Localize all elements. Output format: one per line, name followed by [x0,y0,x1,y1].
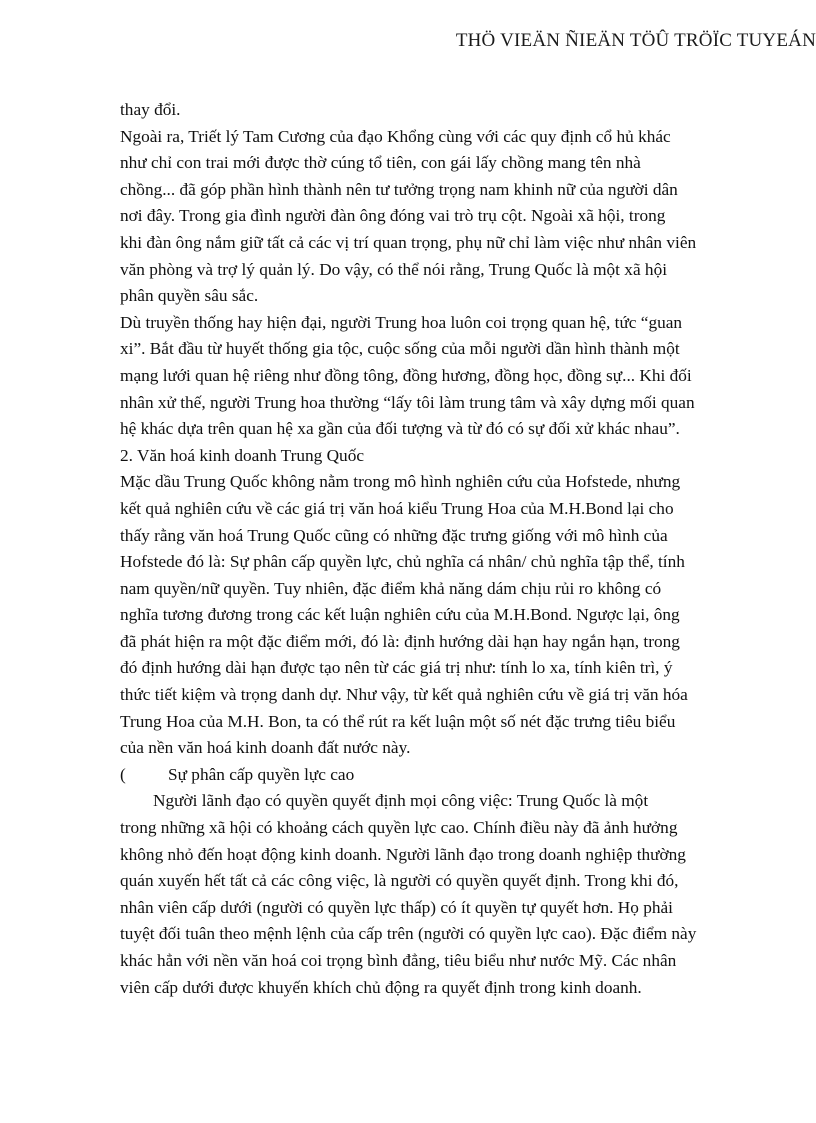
text-line: thay đổi. [120,100,181,119]
text-line: như chỉ con trai mới được thờ cúng tổ tiên, con gái lấy chồng mang tên nhà [120,153,641,173]
text-line: thấy rằng văn hoá Trung Quốc cũng có những đặc trưng giống với mô hình của [120,525,668,545]
bullet-mark: ( [120,764,126,784]
text-line: hệ khác dựa trên quan hệ xa gần của đối tượng và từ đó có sự đối xử khác nhau”. [120,419,680,439]
document-body [120,97,730,1001]
text-line: đó định hướng dài hạn được tạo nên từ các giá trị như: tính lo xa, tính kiên trì, ý [120,658,673,678]
text-line: nam quyền/nữ quyền. Tuy nhiên, đặc điểm khả năng dám chịu rủi ro không có [120,578,662,598]
text-line: đã phát hiện ra một đặc điểm mới, đó là: định hướng dài hạn hay ngắn hạn, trong [120,631,680,651]
text-line: kết quả nghiên cứu về các giá trị văn hoá kiểu Trung Hoa của M.H.Bond lại cho [120,498,674,518]
text-line: Ngoài ra, Triết lý Tam Cương của đạo Khổng cùng với các quy định cổ hủ khác [120,126,671,146]
text-line: Mặc dầu Trung Quốc không nằm trong mô hình nghiên cứu của Hofstede, nhưng [120,472,681,492]
text-line: tuyệt đối tuân theo mệnh lệnh của cấp trên (người có quyền lực cao). Đặc điểm này [120,924,697,944]
text-line: của nền văn hoá kinh doanh đất nước này. [120,738,411,758]
page-header: THÖ VIEÄN ÑIEÄN TÖÛ TRÖÏC TUYEÁN [455,30,816,51]
text-line: khác hẳn với nền văn hoá coi trọng bình đẳng, tiêu biểu như nước Mỹ. Các nhân [120,951,677,970]
text-line: khi đàn ông nắm giữ tất cả các vị trí quan trọng, phụ nữ chỉ làm việc như nhân viên [120,232,697,252]
text-line: nhân viên cấp dưới (người có quyền lực thấp) có ít quyền tự quyết hơn. Họ phải [120,897,673,917]
text-line: nơi đây. Trong gia đình người đàn ông đóng vai trò trụ cột. Ngoài xã hội, trong [120,206,666,226]
text-line: quán xuyến hết tất cả các công việc, là người có quyền quyết định. Trong khi đó, [120,871,679,891]
text-line: viên cấp dưới được khuyến khích chủ động ra quyết định trong kinh doanh. [120,977,642,997]
text-line: Dù truyền thống hay hiện đại, người Trung hoa luôn coi trọng quan hệ, tức “guan [120,312,683,332]
text-line: xi”. Bắt đầu từ huyết thống gia tộc, cuộc sống của mỗi người dần hình thành một [120,339,680,359]
text-line: văn phòng và trợ lý quản lý. Do vậy, có thể nói rằng, Trung Quốc là một xã hội [120,259,668,279]
bullet-text: Sự phân cấp quyền lực cao [168,764,355,784]
text-line: mạng lưới quan hệ riêng như đồng tông, đồng hương, đồng học, đồng sự... Khi đối [120,365,692,385]
text-line: chồng... đã góp phần hình thành nên tư tưởng trọng nam khinh nữ của người dân [120,179,678,199]
text-line: trong những xã hội có khoảng cách quyền lực cao. Chính điều này đã ảnh hưởng [120,818,678,838]
bullet-item [120,762,730,789]
text-line: Người lãnh đạo có quyền quyết định mọi công việc: Trung Quốc là một [153,791,649,811]
text-line: Trung Hoa của M.H. Bon, ta có thể rút ra kết luận một số nét đặc trưng tiêu biểu [120,711,676,731]
text-line: không nhỏ đến hoạt động kinh doanh. Người lãnh đạo trong doanh nghiệp thường [120,844,686,864]
text-line: nhân xử thế, người Trung hoa thường “lấy tôi làm trung tâm và xây dựng mối quan [120,392,695,412]
text-line: phân quyền sâu sắc. [120,286,259,306]
text-line: thức tiết kiệm và trọng danh dự. Như vậy, từ kết quả nghiên cứu về giá trị văn hóa [120,685,688,705]
section-heading: 2. Văn hoá kinh doanh Trung Quốc [120,445,365,465]
text-line: nghĩa tương đương trong các kết luận nghiên cứu của M.H.Bond. Ngược lại, ông [120,605,680,625]
text-line: Hofstede đó là: Sự phân cấp quyền lực, chủ nghĩa cá nhân/ chủ nghĩa tập thể, tính [120,552,685,572]
